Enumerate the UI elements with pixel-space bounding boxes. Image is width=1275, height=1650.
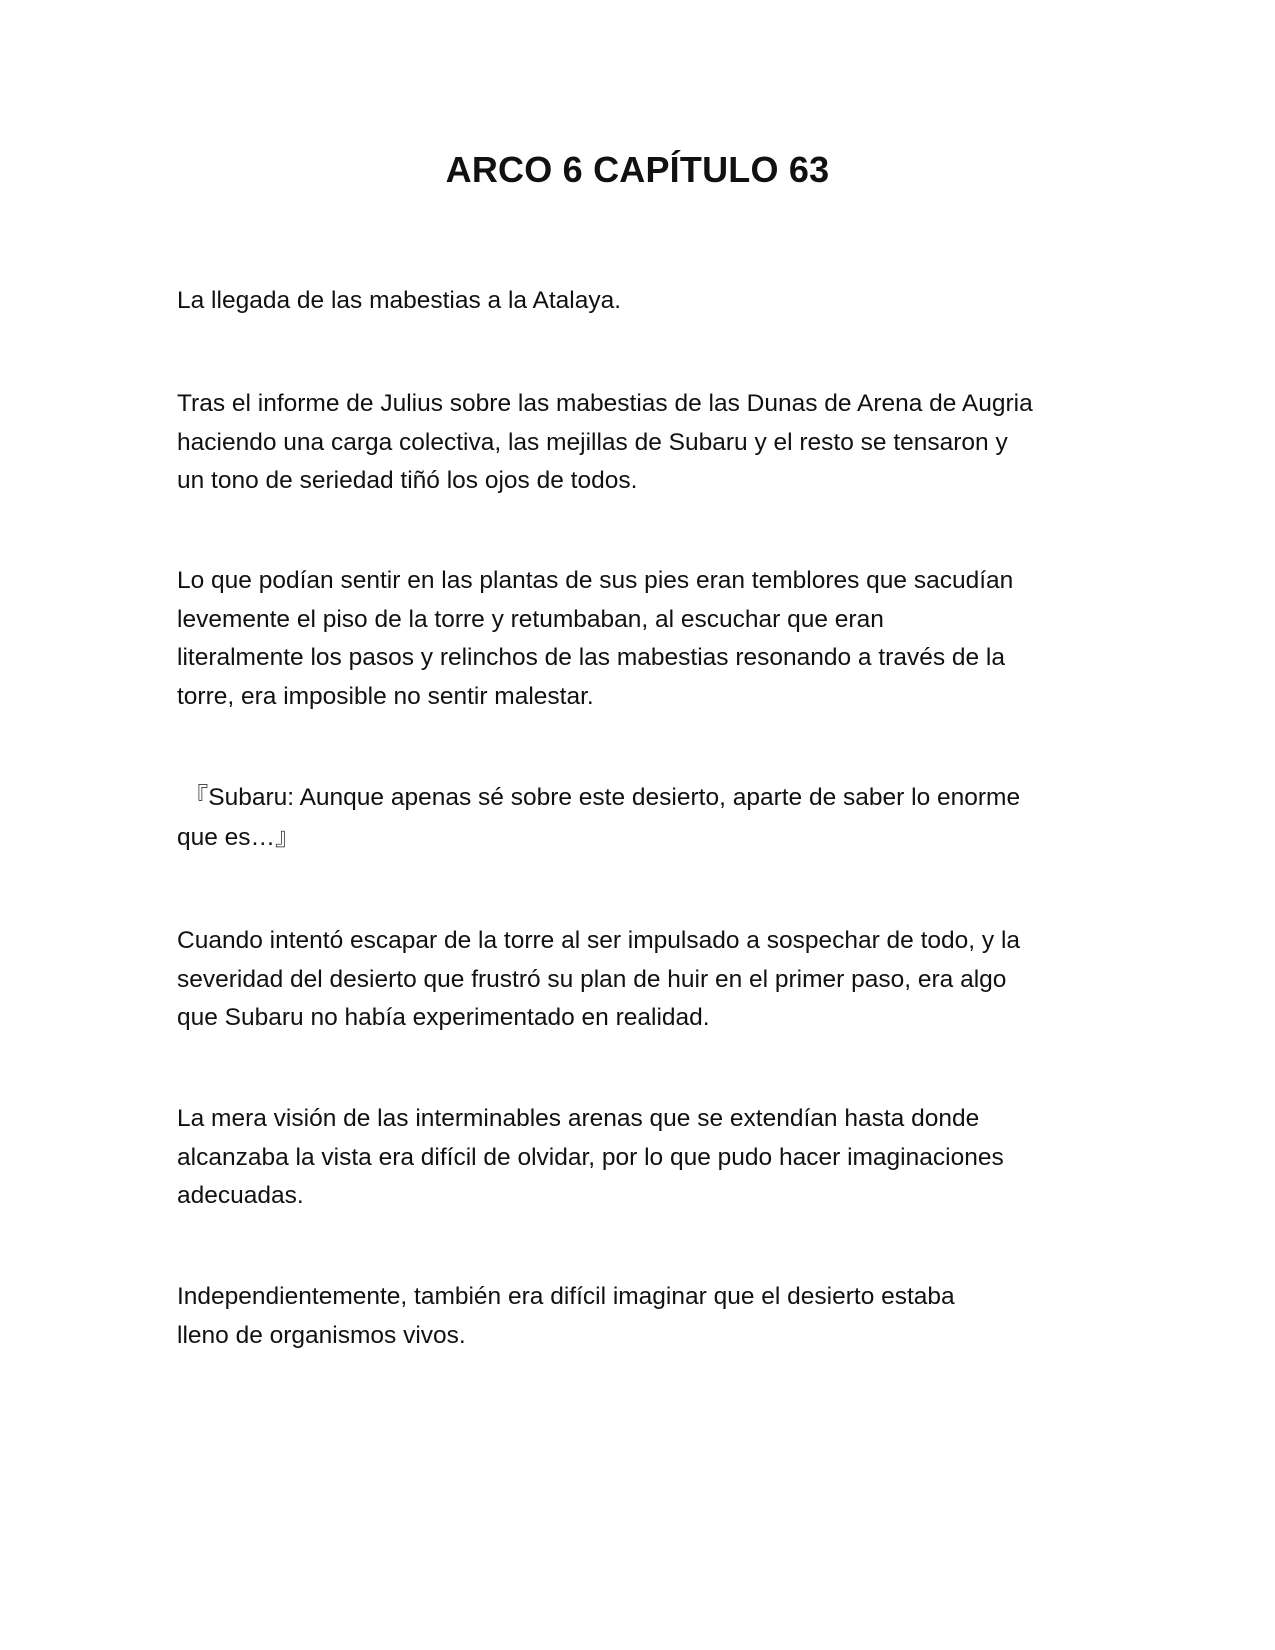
paragraph-line: literalmente los pasos y relinchos de las mabestias resonando a través de la <box>177 644 1005 671</box>
paragraph-4-dialogue <box>177 778 1107 858</box>
paragraph-line: Independientemente, también era difícil imaginar que el desierto estaba <box>177 1283 955 1310</box>
paragraph-line: un tono de seriedad tiñó los ojos de todos. <box>177 467 638 494</box>
dialogue-line: 『Subaru: Aunque apenas sé sobre este desierto, aparte de saber lo enorme <box>177 784 1021 811</box>
paragraph-5 <box>177 922 1107 1038</box>
paragraph-line: Cuando intentó escapar de la torre al ser impulsado a sospechar de todo, y la <box>177 927 1021 954</box>
paragraph-1 <box>177 282 1107 321</box>
paragraph-line: que Subaru no había experimentado en realidad. <box>177 1004 710 1031</box>
paragraph-line: alcanzaba la vista era difícil de olvidar, por lo que pudo hacer imaginaciones <box>177 1143 1004 1171</box>
paragraph-line: haciendo una carga colectiva, las mejillas de Subaru y el resto se tensaron y <box>177 428 1008 456</box>
paragraph-line: Tras el informe de Julius sobre las mabestias de las Dunas de Arena de Augria <box>177 390 1033 417</box>
paragraph-line: adecuadas. <box>177 1182 304 1209</box>
paragraph-line: severidad del desierto que frustró su plan de huir en el primer paso, era algo <box>177 965 1007 993</box>
paragraph-2 <box>177 385 1107 501</box>
paragraph-line: La mera visión de las interminables arenas que se extendían hasta donde <box>177 1105 980 1132</box>
dialogue-line: que es…』 <box>177 824 300 851</box>
paragraph-line: La llegada de las mabestias a la Atalaya. <box>177 287 622 314</box>
paragraph-3 <box>177 562 1107 716</box>
paragraph-6 <box>177 1100 1107 1216</box>
paragraph-line: Lo que podían sentir en las plantas de sus pies eran temblores que sacudían <box>177 567 1014 594</box>
paragraph-line: levemente el piso de la torre y retumbaban, al escuchar que eran <box>177 605 884 633</box>
paragraph-line: torre, era imposible no sentir malestar. <box>177 682 594 710</box>
paragraph-line: lleno de organismos vivos. <box>177 1321 466 1349</box>
chapter-title: ARCO 6 CAPÍTULO 63 <box>445 149 830 190</box>
paragraph-7 <box>177 1278 1107 1355</box>
